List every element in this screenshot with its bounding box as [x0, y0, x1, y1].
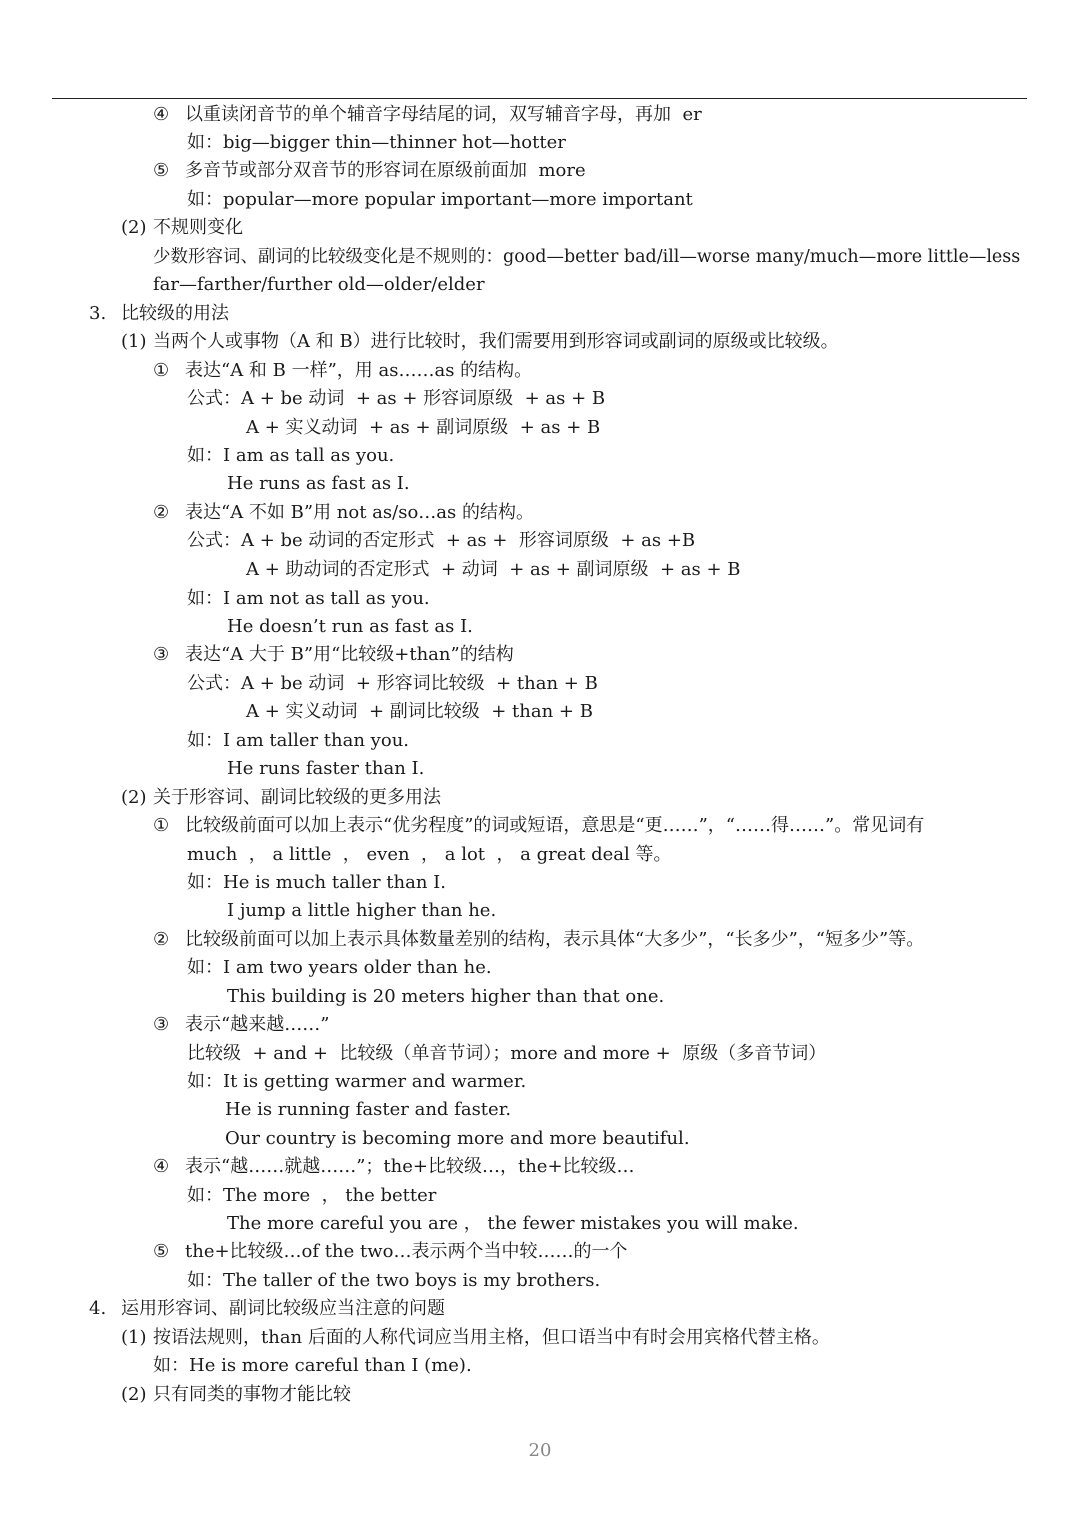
- line-text: 以重读闭音节的单个辅音字母结尾的词，双写辅音字母，再加 er: [185, 104, 702, 125]
- line-text: This building is 20 meters higher than that one.: [227, 986, 665, 1007]
- line-text: A + 实义动词 + 副词比较级 + than + B: [246, 701, 593, 722]
- paragraph-line: [153, 245, 1020, 269]
- list-item: [121, 786, 441, 810]
- example-line: [187, 587, 430, 611]
- line-text: 如：The more ， the better: [187, 1185, 437, 1206]
- formula-line: [187, 1042, 826, 1066]
- example-line: [153, 1354, 472, 1378]
- page-number: 20: [528, 1440, 552, 1461]
- list-item: [121, 216, 243, 240]
- line-text: 按语法规则，than 后面的人称代词应当用主格，但口语当中有时会用宾格代替主格。: [153, 1327, 830, 1348]
- line-text: 多音节或部分双音节的形容词在原级前面加 more: [185, 160, 586, 181]
- list-item: [153, 643, 514, 667]
- list-marker: 3.: [89, 303, 107, 324]
- line-text: 表达“A 大于 B”用“比较级+than”的结构: [185, 644, 514, 665]
- example-line: [227, 1212, 799, 1236]
- list-marker: ⑤: [153, 1241, 170, 1262]
- example-line: [187, 444, 394, 468]
- line-text: far—farther/further old—older/elder: [153, 274, 485, 295]
- section-heading: [89, 1297, 445, 1321]
- line-text: A + 实义动词 + as + 副词原级 + as + B: [246, 417, 601, 438]
- list-item: [153, 928, 924, 952]
- list-item: [121, 330, 839, 354]
- example-line: [227, 985, 664, 1009]
- line-text: I jump a little higher than he.: [227, 900, 497, 921]
- paragraph-line: [153, 273, 485, 297]
- list-item: [153, 501, 534, 525]
- formula-line: [187, 529, 695, 553]
- example-line: [227, 757, 424, 781]
- example-line: [187, 1184, 436, 1208]
- example-line: [227, 472, 410, 496]
- section-heading: [89, 302, 229, 326]
- line-text: 如：I am as tall as you.: [187, 445, 395, 466]
- list-marker: ①: [153, 815, 170, 836]
- paragraph-line: [187, 843, 672, 867]
- formula-line: [187, 672, 598, 696]
- line-text: 比较级 + and + 比较级（单音节词）；more and more + 原级（多音节词）: [187, 1043, 827, 1064]
- formula-line: [246, 700, 593, 724]
- line-text: 不规则变化: [153, 217, 243, 238]
- line-text: A + 助动词的否定形式 + 动词 + as + 副词原级 + as + B: [246, 559, 741, 580]
- line-text: the+比较级…of the two…表示两个当中较……的一个: [185, 1241, 628, 1262]
- formula-line: [187, 387, 605, 411]
- line-text: 如：I am two years older than he.: [187, 957, 492, 978]
- list-item: [153, 159, 586, 183]
- list-item: [121, 1326, 830, 1350]
- list-item: [153, 359, 532, 383]
- list-item: [153, 103, 702, 127]
- example-line: [187, 1269, 600, 1293]
- line-text: 比较级前面可以加上表示具体数量差别的结构，表示具体“大多少”，“长多少”，“短多少”等。: [185, 929, 925, 950]
- line-text: 如：It is getting warmer and warmer.: [187, 1071, 527, 1092]
- example-line: [187, 956, 492, 980]
- line-text: 如：popular—more popular important—more important: [187, 189, 693, 210]
- line-text: He runs as fast as I.: [227, 473, 410, 494]
- line-text: 当两个人或事物（A 和 B）进行比较时，我们需要用到形容词或副词的原级或比较级。: [153, 331, 839, 352]
- list-marker: ③: [153, 1014, 170, 1035]
- line-text: Our country is becoming more and more beautiful.: [225, 1128, 690, 1149]
- list-marker: (2): [121, 787, 147, 808]
- line-text: 表达“A 和 B 一样”，用 as……as 的结构。: [185, 360, 533, 381]
- list-item: [153, 1013, 329, 1037]
- line-text: He runs faster than I.: [227, 758, 425, 779]
- header-rule: [52, 98, 1027, 99]
- list-item: [153, 1240, 627, 1264]
- list-item: [153, 814, 924, 838]
- example-line: [187, 131, 566, 155]
- list-item: [153, 1155, 635, 1179]
- list-marker: (1): [121, 1327, 147, 1348]
- list-marker: ②: [153, 502, 170, 523]
- example-line: [187, 729, 409, 753]
- list-marker: ⑤: [153, 160, 170, 181]
- line-text: much ， a little ， even ， a lot ， a great deal 等。: [187, 844, 672, 865]
- line-text: The more careful you are ， the fewer mistakes you will make.: [227, 1213, 799, 1234]
- line-text: 表示“越来越……”: [185, 1014, 330, 1035]
- line-text: He doesn’t run as fast as I.: [227, 616, 473, 637]
- list-marker: (1): [121, 331, 147, 352]
- line-text: 比较级前面可以加上表示“优劣程度”的词或短语，意思是“更……”，“……得……”。常见词有: [185, 815, 925, 836]
- example-line: [227, 615, 473, 639]
- line-text: 少数形容词、副词的比较级变化是不规则的：good—better bad/ill—worse many/much—more little—less: [153, 247, 1021, 267]
- line-text: 表达“A 不如 B”用 not as/so…as 的结构。: [185, 502, 534, 523]
- line-text: 表示“越……就越……”；the+比较级…，the+比较级…: [185, 1156, 635, 1177]
- list-marker: ②: [153, 929, 170, 950]
- list-marker: 4.: [89, 1298, 107, 1319]
- line-text: 公式：A + be 动词的否定形式 + as + 形容词原级 + as +B: [187, 530, 696, 551]
- list-marker: ④: [153, 104, 170, 125]
- line-text: 公式：A + be 动词 + 形容词比较级 + than + B: [187, 673, 598, 694]
- formula-line: [246, 558, 740, 582]
- line-text: 只有同类的事物才能比较: [153, 1384, 351, 1405]
- list-marker: (2): [121, 1384, 147, 1405]
- list-marker: ①: [153, 360, 170, 381]
- line-text: 如：I am taller than you.: [187, 730, 410, 751]
- example-line: [225, 1098, 511, 1122]
- line-text: He is running faster and faster.: [225, 1099, 512, 1120]
- list-marker: ④: [153, 1156, 170, 1177]
- example-line: [187, 1070, 526, 1094]
- example-line: [187, 871, 446, 895]
- line-text: 比较级的用法: [121, 303, 229, 324]
- list-marker: (2): [121, 217, 147, 238]
- line-text: 如：He is much taller than I.: [187, 872, 447, 893]
- line-text: 运用形容词、副词比较级应当注意的问题: [121, 1298, 445, 1319]
- example-line: [225, 1127, 690, 1151]
- line-text: 如：I am not as tall as you.: [187, 588, 430, 609]
- list-marker: ③: [153, 644, 170, 665]
- line-text: 如：He is more careful than I (me).: [153, 1355, 472, 1376]
- list-item: [121, 1383, 351, 1407]
- example-line: [227, 899, 496, 923]
- line-text: 关于形容词、副词比较级的更多用法: [153, 787, 441, 808]
- line-text: 公式：A + be 动词 + as + 形容词原级 + as + B: [187, 388, 606, 409]
- line-text: 如：The taller of the two boys is my brothers.: [187, 1270, 601, 1291]
- line-text: 如：big—bigger thin—thinner hot—hotter: [187, 132, 566, 153]
- formula-line: [246, 416, 600, 440]
- example-line: [187, 188, 693, 212]
